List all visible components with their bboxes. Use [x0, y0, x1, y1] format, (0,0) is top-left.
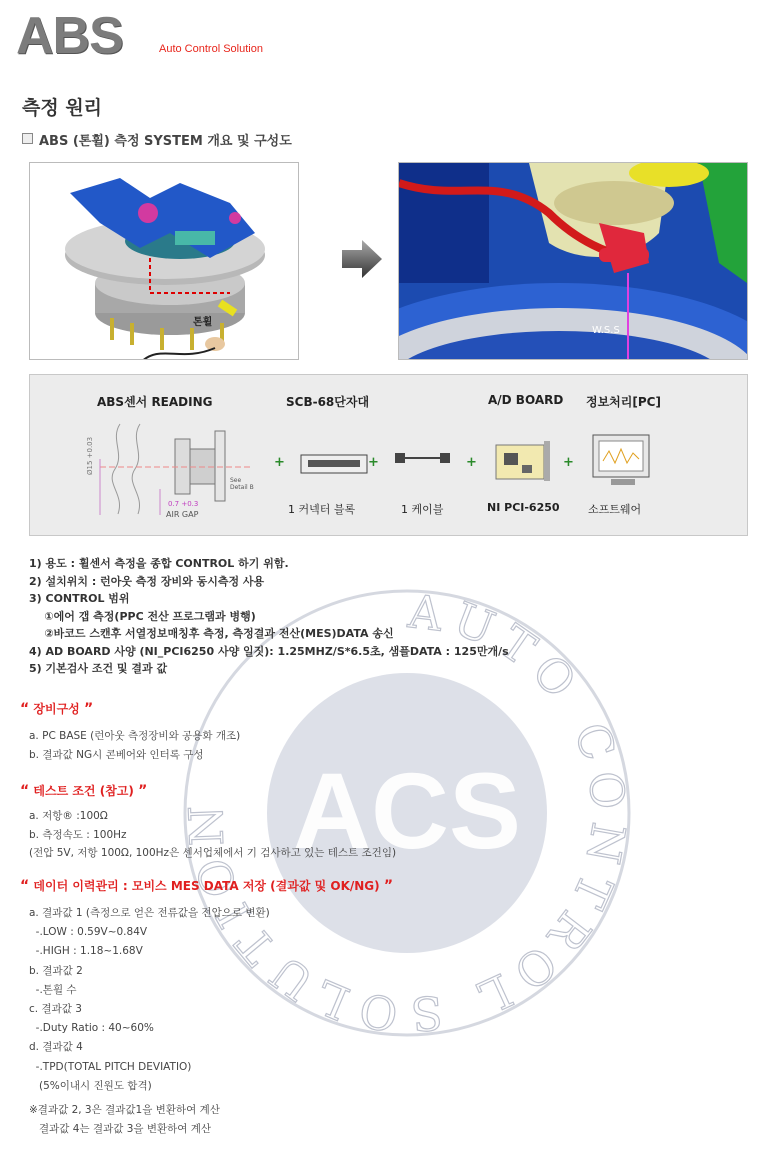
list-item: -.Duty Ratio : 40~60%	[29, 1022, 154, 1035]
list-item: (5%이내시 진원도 합격)	[29, 1079, 152, 1092]
abs-logo: ABS	[16, 7, 123, 65]
equipment-title: 장비구성	[33, 702, 80, 716]
detail-label: See Detail B	[230, 477, 254, 491]
list-item: (전압 5V, 저항 100Ω, 100Hz은 센서업체에서 기 검사하고 있는 테스트 조건임)	[29, 847, 397, 860]
list-item: 1) 용도 : 휠센서 측정을 종합 CONTROL 하기 위함.	[29, 557, 289, 570]
diagram-header-adboard: A/D BOARD	[488, 393, 564, 407]
system-diagram	[29, 374, 748, 536]
test-list	[29, 807, 396, 863]
caption-connector: 1 커넥터 블록	[288, 503, 356, 516]
list-item: -.HIGH : 1.18~1.68V	[29, 945, 143, 958]
list-item: d. 결과값 4	[29, 1041, 83, 1054]
tone-wheel-label: 톤휠	[193, 317, 213, 328]
list-item: b. 결과값 2	[29, 964, 83, 977]
wss-closeup-image	[398, 162, 748, 360]
list-item: 2) 설치위치 : 런아웃 측정 장비와 동시측정 사용	[29, 574, 265, 588]
equipment-heading: “ 장비구성 ”	[20, 701, 94, 717]
list-item: ①에어 갭 측정(PPC 전산 프로그램과 병행)	[29, 609, 256, 623]
notes	[29, 1101, 220, 1139]
caption-software: 소프트웨어	[588, 503, 642, 516]
diagram-header-sensor: ABS센서 READING	[97, 395, 213, 409]
list-item: b. 결과값 NG시 콘베어와 인터록 구성	[29, 748, 204, 761]
data-history-heading: “ 데이터 이력관리 : 모비스 MES DATA 저장 (결과값 및 OK/NG) ”	[20, 878, 394, 894]
list-item: 4) AD BOARD 사양 (NI_PCI6250 사양 일짓): 1.25MHZ/S*6.5초, 샘플DATA : 125만개/s	[29, 644, 509, 658]
list-item: c. 결과값 3	[29, 1003, 82, 1016]
section-title	[22, 130, 292, 149]
tagline: Auto Control Solution	[159, 43, 263, 55]
ad-board-icon	[494, 439, 554, 487]
wss-label: W.S.S	[592, 325, 620, 336]
section-title-text: ABS (톤휠) 측정 SYSTEM 개요 및 구성도	[39, 134, 292, 149]
list-item: a. 저항® :100Ω	[29, 810, 108, 822]
right-arrow-icon	[340, 239, 384, 283]
list-item: 5) 기본검사 조건 및 결과 값	[29, 662, 168, 675]
bullet-box-icon	[22, 133, 33, 144]
caption-adboard: NI PCI-6250	[487, 501, 560, 514]
note-line: ※결과값 2, 3은 결과값1을 변환하여 계산	[29, 1104, 220, 1116]
air-gap-label: AIR GAP	[166, 510, 199, 519]
list-item: b. 측정속도 : 100Hz	[29, 828, 127, 841]
test-title: 테스트 조건 (참고)	[33, 784, 134, 798]
list-item: 3) CONTROL 범위	[29, 592, 130, 605]
purpose-list	[29, 555, 509, 678]
watermark-center-text: ACS	[292, 750, 522, 871]
watermark-ring-text: AUTO CONTROL SOLUTION	[180, 586, 634, 1040]
list-item: a. PC BASE (런아웃 측정장비와 공용화 개조)	[29, 730, 241, 742]
page-title: 측정 원리	[22, 97, 103, 119]
list-item: ②바코드 스캔후 서열정보매칭후 측정, 측정결과 전산(MES)DATA 송신	[29, 627, 394, 640]
caption-cable: 1 케이블	[401, 503, 444, 516]
diagram-header-scb: SCB-68단자대	[286, 395, 370, 409]
cable-icon	[394, 449, 452, 473]
hub-assembly-image	[29, 162, 299, 360]
plus-icon: +	[466, 455, 477, 470]
data-history-title: 데이터 이력관리 : 모비스 MES DATA 저장 (결과값 및 OK/NG)	[33, 879, 380, 893]
gap-value-label: 0.7 +0.3	[168, 500, 199, 508]
plus-icon: +	[563, 455, 574, 470]
plus-icon: +	[368, 455, 379, 470]
pc-monitor-icon	[591, 433, 655, 493]
diameter-label: Ø15 +0.03	[86, 436, 94, 475]
diagram-header-pc: 정보처리[PC]	[586, 395, 661, 409]
note-line: 결과값 4는 결과값 3을 변환하여 계산	[29, 1123, 212, 1135]
list-item: -.톤휠 수	[29, 983, 77, 996]
list-item: -.LOW : 0.59V~0.84V	[29, 926, 148, 939]
equipment-list	[29, 727, 240, 764]
list-item: a. 결과값 1 (측정으로 얻은 전류값을 전압으로 변환)	[29, 907, 270, 919]
connector-block-icon	[300, 451, 370, 481]
data-history-list	[29, 904, 270, 1096]
list-item: -.TPD(TOTAL PITCH DEVIATIO)	[29, 1060, 192, 1073]
plus-icon: +	[274, 455, 285, 470]
test-heading: “ 테스트 조건 (참고) ”	[20, 783, 148, 799]
